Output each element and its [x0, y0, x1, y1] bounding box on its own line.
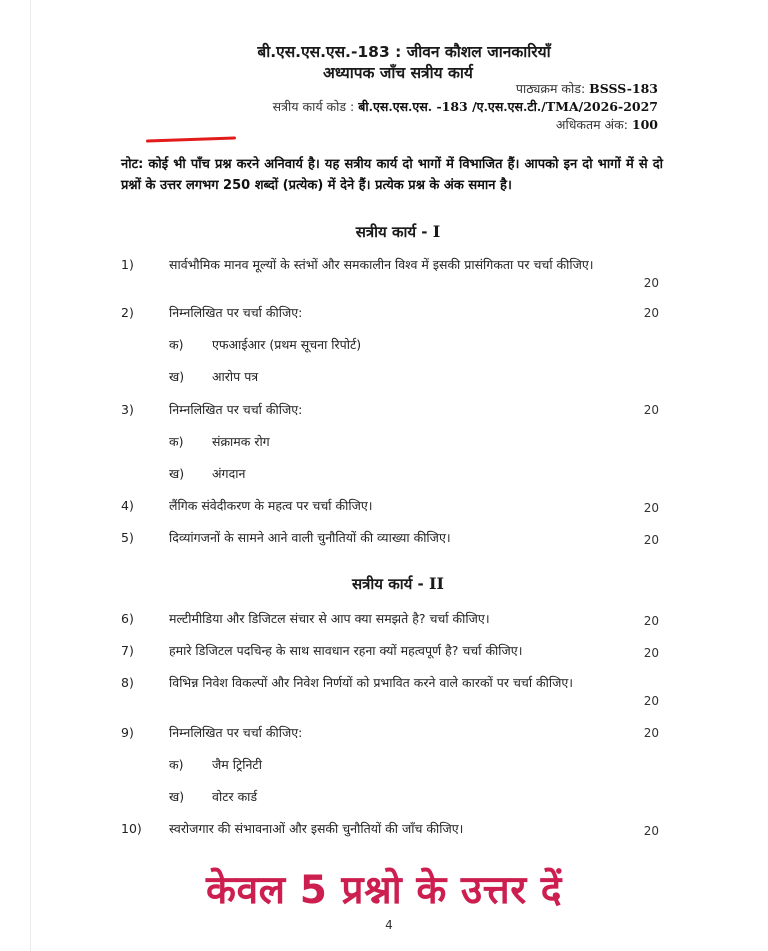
section-1-roman: I [432, 222, 441, 241]
overlay-instruction: केवल 5 प्रश्नो के उत्तर दें [206, 868, 562, 913]
sub-question-text: अंगदान [212, 466, 246, 481]
section-2-label: सत्रीय कार्य - [352, 575, 424, 593]
max-marks [556, 116, 658, 133]
sub-question-text: जैम ट्रिनिटी [212, 757, 262, 772]
page-edge [30, 0, 31, 951]
question-item [121, 304, 663, 394]
sub-question-label: क) [169, 337, 184, 352]
question-item [121, 401, 663, 491]
question-number: 8) [121, 675, 134, 690]
document-title: बी.एस.एस.एस.-183 : जीवन कौशल जानकारियाँ [257, 43, 551, 61]
section-heading-1 [0, 222, 768, 242]
question-item [121, 610, 663, 630]
question-text: निम्नलिखित पर चर्चा कीजिए: [169, 402, 303, 417]
question-number: 2) [121, 305, 134, 320]
question-marks: 20 [643, 824, 659, 838]
question-marks: 20 [643, 646, 659, 660]
max-marks-label: अधिकतम अंक: [555, 117, 628, 132]
sub-question-label: क) [169, 757, 184, 772]
question-item [121, 724, 663, 814]
question-text: दिव्यांगजनों के सामने आने वाली चुनौतियों की व्याख्या कीजिए। [169, 530, 451, 545]
assignment-code [273, 98, 658, 115]
sub-question-label: ख) [169, 369, 185, 384]
question-marks: 20 [643, 726, 659, 740]
question-number: 3) [121, 402, 134, 417]
question-marks: 20 [643, 403, 659, 417]
question-item [121, 674, 663, 714]
sub-question-label: क) [169, 434, 184, 449]
question-text: निम्नलिखित पर चर्चा कीजिए: [169, 305, 303, 320]
course-code [516, 80, 658, 97]
question-item [121, 529, 663, 549]
question-marks: 20 [643, 614, 659, 628]
sub-question-text: वोटर कार्ड [212, 789, 258, 804]
question-number: 9) [121, 725, 134, 740]
page-number: 4 [385, 918, 393, 932]
question-text: लैंगिक संवेदीकरण के महत्व पर चर्चा कीजिए। [169, 498, 373, 513]
question-number: 5) [121, 530, 134, 545]
question-number: 6) [121, 611, 134, 626]
question-number: 4) [121, 498, 134, 513]
sub-question-text: एफआईआर (प्रथम सूचना रिपोर्ट) [212, 337, 362, 352]
instruction-note: नोट: कोई भी पाँच प्रश्न करने अनिवार्य है। यह सत्रीय कार्य दो भागों में विभाजित हैं। आपको इन दो भागों में से दो प्रश्नों के उत्तर लगभग 250 शब्दों (प्रत्येक) में देने हैं। प्रत्येक प्रश्न के अंक समान है। [121, 157, 663, 193]
document-subtitle: अध्यापक जाँच सत्रीय कार्य [323, 64, 473, 82]
question-text: मल्टीमीडिया और डिजिटल संचार से आप क्या समझते है? चर्चा कीजिए। [169, 611, 490, 626]
question-text: निम्नलिखित पर चर्चा कीजिए: [169, 725, 303, 740]
sub-question-text: आरोप पत्र [212, 369, 259, 384]
sub-question-label: ख) [169, 789, 185, 804]
course-code-value: BSSS-183 [589, 81, 658, 96]
question-text: सार्वभौमिक मानव मूल्यों के स्तंभों और समकालीन विश्व में इसकी प्रासंगिकता पर चर्चा कीजिए। [169, 257, 594, 272]
question-item [121, 642, 663, 662]
sub-question-text: संक्रामक रोग [212, 434, 270, 449]
section-2-roman: II [429, 574, 444, 593]
question-item [121, 820, 663, 840]
question-marks: 20 [643, 501, 659, 515]
question-marks: 20 [643, 276, 659, 290]
question-text: विभिन्न निवेश विकल्पों और निवेश निर्णयों को प्रभावित करने वाले कारकों पर चर्चा कीजिए। [169, 675, 574, 690]
red-pen-underline [146, 136, 236, 142]
question-text: स्वरोजगार की संभावनाओं और इसकी चुनौतियों की जाँच कीजिए। [169, 821, 464, 836]
question-marks: 20 [643, 694, 659, 708]
question-text: हमारे डिजिटल पदचिन्ह के साथ सावधान रहना क्यों महत्वपूर्ण है? चर्चा कीजिए। [169, 643, 523, 658]
section-1-label: सत्रीय कार्य - [355, 223, 428, 241]
max-marks-value: 100 [631, 117, 658, 132]
section-heading-2 [0, 574, 768, 594]
question-number: 7) [121, 643, 134, 658]
question-marks: 20 [643, 533, 659, 547]
course-code-label: पाठ्यक्रम कोड: [515, 81, 586, 96]
sub-question-label: ख) [169, 466, 185, 481]
question-item [121, 497, 663, 517]
question-number: 10) [121, 821, 142, 836]
question-item [121, 256, 663, 296]
assignment-code-value: बी.एस.एस.एस. -183 /ए.एस.एस.टी./TMA/2026-2027 [358, 99, 658, 114]
question-number: 1) [121, 257, 134, 272]
assignment-code-label: सत्रीय कार्य कोड : [272, 99, 355, 114]
question-marks: 20 [643, 306, 659, 320]
